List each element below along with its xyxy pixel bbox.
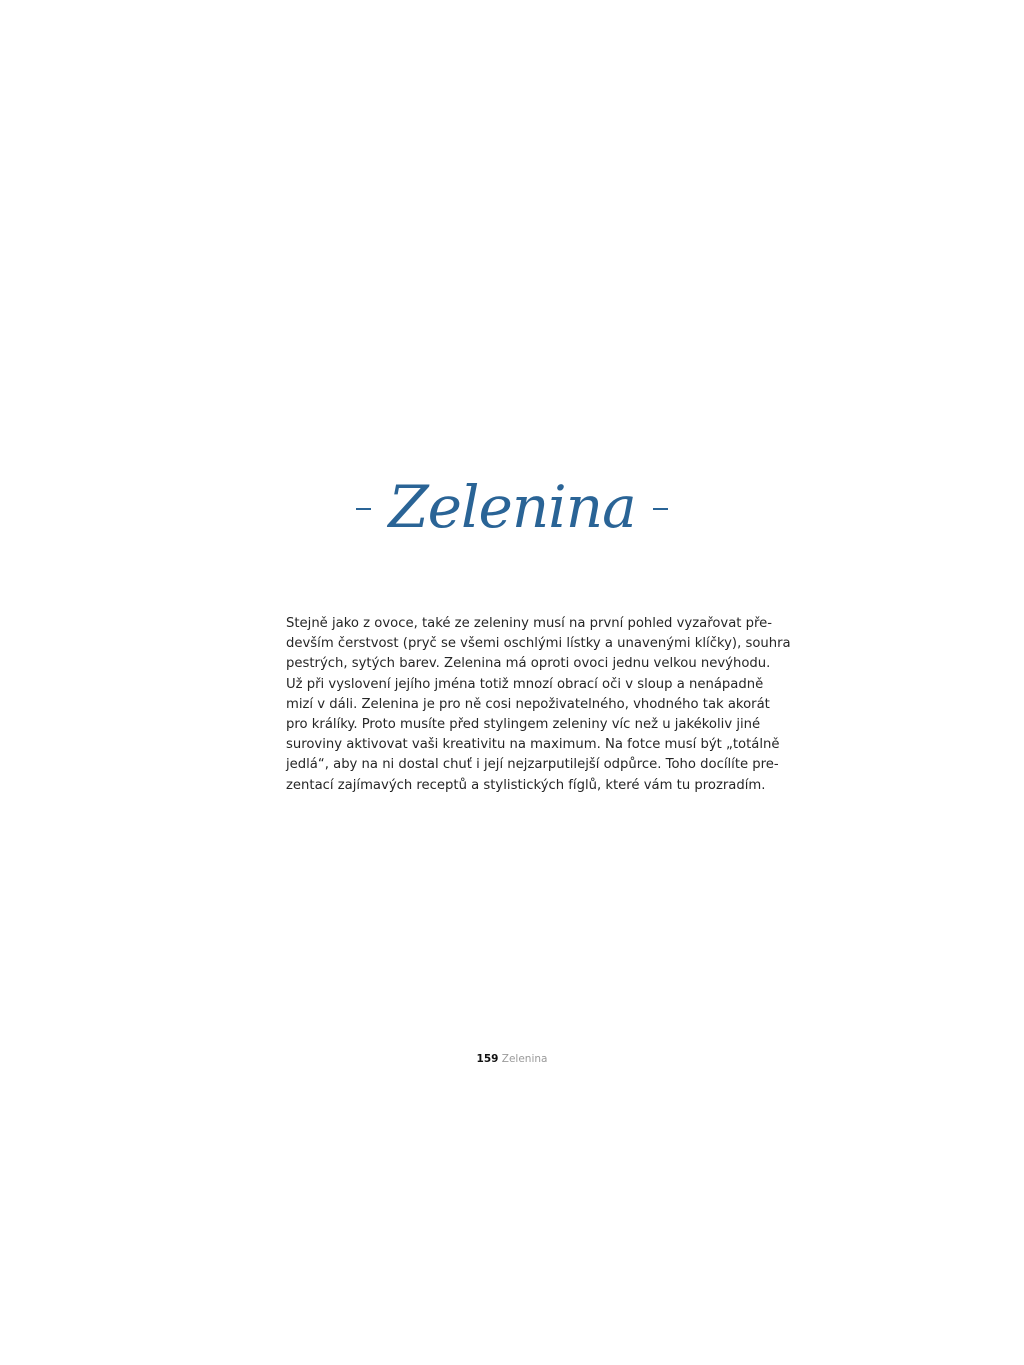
paragraph-line: Už při vyslovení jejího jména totiž mnozí obrací oči v sloup a nenápadně <box>286 676 764 692</box>
intro-paragraph <box>286 614 791 796</box>
chapter-title: Zelenina <box>388 473 636 541</box>
paragraph-line: mizí v dáli. Zelenina je pro ně cosi nepoživatelného, vhodného tak akorát <box>286 696 770 712</box>
paragraph-line: pestrých, sytých barev. Zelenina má oproti ovoci jednu velkou nevýhodu. <box>286 656 771 672</box>
paragraph-line: zentací zajímavých receptů a stylistických fíglů, které vám tu prozradím. <box>286 777 766 793</box>
paragraph-line: devším čerstvost (pryč se všemi oschlými lístky a unavenými klíčky), souhra <box>286 636 791 652</box>
paragraph-line: jedlá“, aby na ni dostal chuť i její nejzarputilejší odpůrce. Toho docílíte pre- <box>286 757 779 773</box>
chapter-heading <box>0 462 1024 552</box>
footer-section-name: Zelenina <box>501 1053 548 1065</box>
paragraph-line: pro králíky. Proto musíte před stylingem zeleniny víc než u jakékoliv jiné <box>286 717 761 733</box>
paragraph-line: Stejně jako z ovoce, také ze zeleniny musí na první pohled vyzařovat pře- <box>286 616 773 631</box>
page-footer <box>0 1052 1024 1066</box>
right-dash-ornament <box>653 508 668 510</box>
paragraph-line: suroviny aktivovat vaši kreativitu na maximum. Na fotce musí být „totálně <box>286 737 780 753</box>
page-number: 159 <box>476 1053 499 1065</box>
